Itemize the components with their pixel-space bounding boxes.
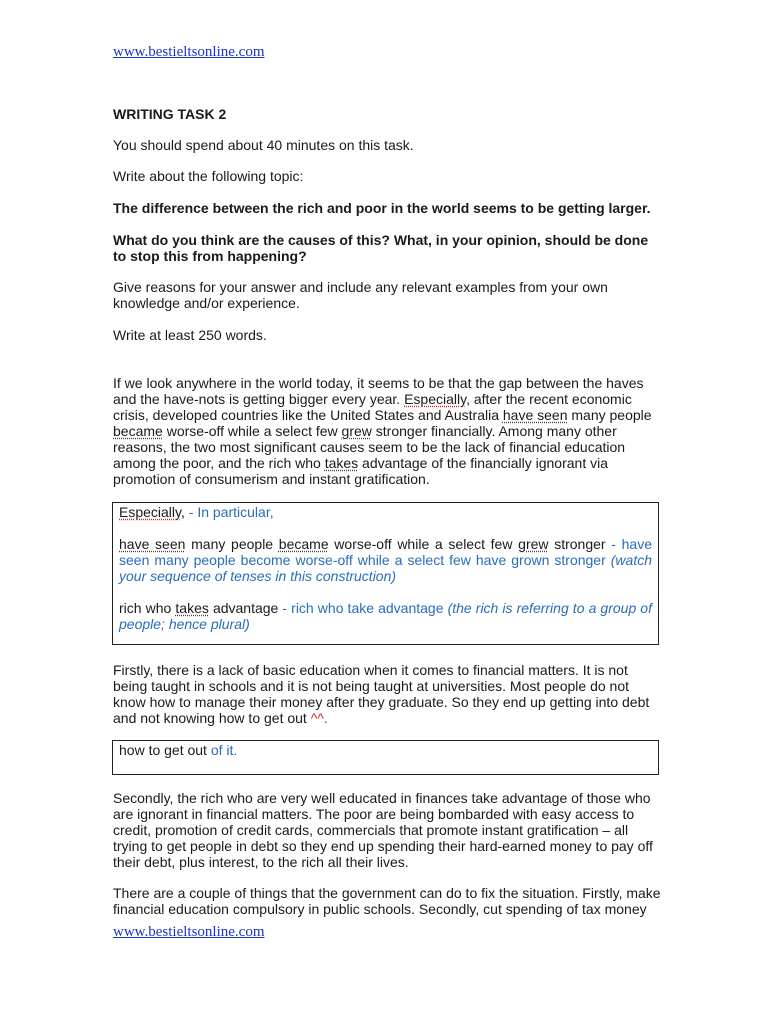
task-instruction-time: You should spend about 40 minutes on this task. <box>113 137 414 153</box>
task-question: What do you think are the causes of this? What, in your opinion, should be done to stop this from happening? <box>113 232 649 264</box>
essay-paragraph-3: Secondly, the rich who are very well educated in finances take advantage of those who are ignorant in financial matters. The poor are being bombarded with easy access to credit, promotion of credit cards, commercials that promote instant gratification – all trying to get people in debt so they end up spending their hard-earned money to pay off their debt, plus interest, to the rich all their lives. <box>113 790 653 870</box>
correction-box-2: how to get out of it. <box>112 740 659 775</box>
task-title: WRITING TASK 2 <box>113 106 227 122</box>
correction-tenses: have seen many people became worse-off while a select few grew stronger - have seen many people become worse-off while a select few have grown stronger (watch your sequence of tenses in this construction) <box>119 536 652 584</box>
correction-especially: Especially, - In particular, <box>119 504 274 520</box>
task-reasons: Give reasons for your answer and include any relevant examples from your own knowledge and/or experience. <box>113 279 608 311</box>
essay-paragraph-1: If we look anywhere in the world today, it seems to be that the gap between the haves and the have-nots is getting bigger every year. Especially, after the recent economic crisis, developed countries like the United States and Australia have seen many people became worse-off while a select few grew stronger financially. Among many other reasons, the two most significant causes seem to be the lack of financial education among the poor, and the rich who takes advantage of the financially ignorant via promotion of consumerism and instant gratification. <box>113 375 652 487</box>
footer-website-link[interactable]: www.bestieltsonline.com <box>113 924 265 940</box>
task-word-count: Write at least 250 words. <box>113 327 267 343</box>
essay-paragraph-2: Firstly, there is a lack of basic education when it comes to financial matters. It is not being taught in schools and it is not being taught at universities. Most people do not know how to manage their money after they graduate. So they end up getting into debt and not knowing how to get out ^^. <box>113 662 650 726</box>
header-website-link[interactable]: www.bestieltsonline.com <box>113 44 265 60</box>
correction-box-1 <box>112 502 659 645</box>
essay-paragraph-4: There are a couple of things that the government can do to fix the situation. Firstly, make financial education compulsory in public schools. Secondly, cut spending of tax money <box>113 885 661 917</box>
correction-plural: rich who takes advantage - rich who take advantage (the rich is referring to a group of people; hence plural) <box>119 600 652 632</box>
task-instruction-topic: Write about the following topic: <box>113 168 304 184</box>
task-topic: The difference between the rich and poor in the world seems to be getting larger. <box>113 200 651 216</box>
